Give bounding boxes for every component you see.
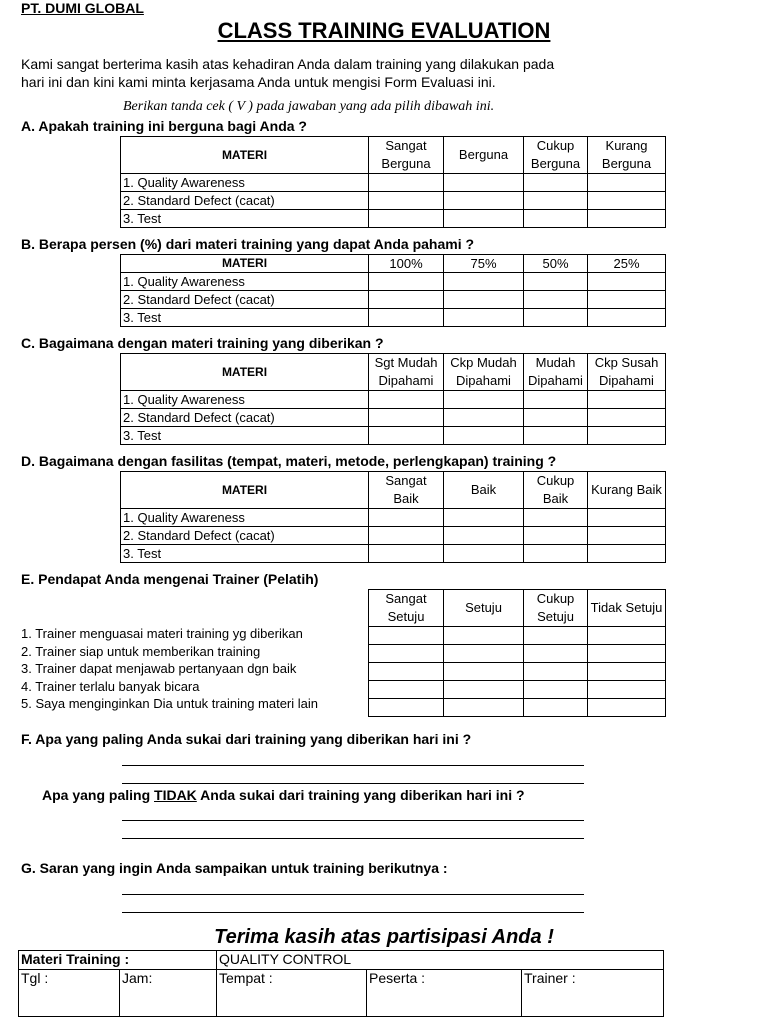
intro-line-2: hari ini dan kini kami minta kerjasama Anda untuk mengisi Form Evaluasi ini. — [21, 74, 496, 90]
materi-item: 3. Test — [121, 210, 369, 228]
trainer-field[interactable]: Trainer : — [522, 970, 664, 1017]
table-row — [369, 627, 666, 645]
check-cell[interactable] — [369, 663, 444, 681]
check-cell[interactable] — [444, 409, 524, 427]
check-cell[interactable] — [369, 309, 444, 327]
check-cell[interactable] — [524, 192, 588, 210]
check-cell[interactable] — [444, 309, 524, 327]
table-row — [121, 291, 666, 309]
answer-line[interactable] — [122, 783, 584, 784]
statement: 1. Trainer menguasai materi training yg diberikan — [21, 626, 303, 641]
check-cell[interactable] — [588, 645, 666, 663]
peserta-field[interactable]: Peserta : — [367, 970, 522, 1017]
materi-item: 1. Quality Awareness — [121, 391, 369, 409]
check-cell[interactable] — [444, 391, 524, 409]
check-cell[interactable] — [588, 409, 666, 427]
check-cell[interactable] — [369, 409, 444, 427]
table-d — [120, 471, 666, 563]
check-cell[interactable] — [444, 663, 524, 681]
check-cell[interactable] — [444, 527, 524, 545]
materi-header: MATERI — [121, 354, 369, 391]
statement: 2. Trainer siap untuk memberikan training — [21, 643, 261, 659]
table-row — [121, 192, 666, 210]
question-a: A. Apakah training ini berguna bagi Anda ? — [21, 118, 307, 134]
option-header: Kurang Berguna — [588, 137, 666, 174]
check-cell[interactable] — [588, 291, 666, 309]
check-cell[interactable] — [588, 273, 666, 291]
check-cell[interactable] — [444, 509, 524, 527]
check-cell[interactable] — [524, 627, 588, 645]
question-g: G. Saran yang ingin Anda sampaikan untuk training berikutnya : — [21, 860, 448, 876]
option-header: 75% — [444, 255, 524, 273]
table-row — [121, 409, 666, 427]
intro-line-1: Kami sangat berterima kasih atas kehadiran Anda dalam training yang dilakukan pada — [21, 56, 555, 72]
check-cell[interactable] — [369, 427, 444, 445]
page-title: CLASS TRAINING EVALUATION — [217, 18, 551, 43]
check-cell[interactable] — [524, 391, 588, 409]
check-cell[interactable] — [588, 545, 666, 563]
materi-item: 2. Standard Defect (cacat) — [121, 192, 369, 210]
materi-item: 2. Standard Defect (cacat) — [121, 409, 369, 427]
check-cell[interactable] — [369, 627, 444, 645]
check-cell[interactable] — [444, 273, 524, 291]
table-row — [369, 681, 666, 699]
materi-header: MATERI — [121, 472, 369, 509]
materi-item: 1. Quality Awareness — [121, 273, 369, 291]
option-header: Sgt Mudah Dipahami — [369, 354, 444, 391]
table-row — [121, 545, 666, 563]
statement: 4. Trainer terlalu banyak bicara — [21, 678, 200, 694]
check-cell[interactable] — [444, 645, 524, 663]
check-cell[interactable] — [444, 427, 524, 445]
option-header: Cukup Berguna — [524, 137, 588, 174]
check-cell[interactable] — [588, 527, 666, 545]
table-a — [120, 136, 666, 228]
table-row — [369, 699, 666, 717]
question-f2 — [42, 787, 525, 803]
materi-item: 1. Quality Awareness — [121, 174, 369, 192]
check-cell[interactable] — [588, 210, 666, 228]
check-cell[interactable] — [588, 391, 666, 409]
check-cell[interactable] — [524, 527, 588, 545]
check-cell[interactable] — [369, 699, 444, 717]
option-header: Mudah Dipahami — [524, 354, 588, 391]
option-header: Sangat Baik — [369, 472, 444, 509]
check-cell[interactable] — [524, 545, 588, 563]
materi-training-value[interactable]: QUALITY CONTROL — [217, 951, 664, 970]
instruction-text: Berikan tanda cek ( V ) pada jawaban yang ada pilih dibawah ini. — [123, 99, 495, 114]
table-row — [121, 309, 666, 327]
check-cell[interactable] — [524, 409, 588, 427]
check-cell[interactable] — [588, 427, 666, 445]
check-cell[interactable] — [588, 663, 666, 681]
check-cell[interactable] — [588, 509, 666, 527]
check-cell[interactable] — [444, 210, 524, 228]
check-cell[interactable] — [369, 527, 444, 545]
check-cell[interactable] — [444, 699, 524, 717]
check-cell[interactable] — [524, 291, 588, 309]
question-b: B. Berapa persen (%) dari materi training yang dapat Anda pahami ? — [21, 236, 475, 252]
option-header: Baik — [444, 472, 524, 509]
check-cell[interactable] — [369, 291, 444, 309]
table-row — [121, 391, 666, 409]
option-header: 100% — [369, 255, 444, 273]
materi-training-label: Materi Training : — [19, 951, 217, 970]
check-cell[interactable] — [524, 509, 588, 527]
check-cell[interactable] — [588, 699, 666, 717]
check-cell[interactable] — [524, 273, 588, 291]
check-cell[interactable] — [444, 174, 524, 192]
materi-item: 2. Standard Defect (cacat) — [121, 291, 369, 309]
answer-line[interactable] — [122, 820, 584, 821]
question-c: C. Bagaimana dengan materi training yang diberikan ? — [21, 335, 384, 351]
check-cell[interactable] — [524, 681, 588, 699]
check-cell[interactable] — [524, 174, 588, 192]
tgl-field[interactable]: Tgl : — [19, 970, 120, 1017]
table-row — [121, 273, 666, 291]
table-b — [120, 254, 666, 327]
trainer-statements — [21, 625, 318, 713]
check-cell[interactable] — [369, 273, 444, 291]
check-cell[interactable] — [369, 192, 444, 210]
option-header: Cukup Setuju — [524, 590, 588, 627]
table-e — [368, 589, 666, 717]
materi-item: 2. Standard Defect (cacat) — [121, 527, 369, 545]
table-row — [121, 509, 666, 527]
check-cell[interactable] — [524, 427, 588, 445]
check-cell[interactable] — [524, 309, 588, 327]
table-row — [369, 645, 666, 663]
option-header: Tidak Setuju — [588, 590, 666, 627]
check-cell[interactable] — [369, 681, 444, 699]
tempat-field[interactable]: Tempat : — [217, 970, 367, 1017]
materi-item: 3. Test — [121, 427, 369, 445]
table-row — [121, 210, 666, 228]
question-f2-start: Apa yang paling — [42, 787, 155, 803]
table-row — [121, 527, 666, 545]
answer-line[interactable] — [122, 912, 584, 913]
materi-header: MATERI — [121, 255, 369, 273]
check-cell[interactable] — [588, 681, 666, 699]
check-cell[interactable] — [369, 509, 444, 527]
check-cell[interactable] — [369, 174, 444, 192]
table-row — [121, 174, 666, 192]
question-e: E. Pendapat Anda mengenai Trainer (Pelatih) — [21, 571, 319, 587]
jam-field[interactable]: Jam: — [120, 970, 217, 1017]
check-cell[interactable] — [524, 699, 588, 717]
check-cell[interactable] — [444, 681, 524, 699]
answer-line[interactable] — [122, 765, 584, 766]
check-cell[interactable] — [369, 545, 444, 563]
materi-item: 3. Test — [121, 309, 369, 327]
check-cell[interactable] — [369, 210, 444, 228]
check-cell[interactable] — [369, 645, 444, 663]
option-header: Ckp Mudah Dipahami — [444, 354, 524, 391]
table-row — [121, 427, 666, 445]
question-f2-emphasis: TIDAK — [154, 787, 197, 803]
check-cell[interactable] — [444, 627, 524, 645]
check-cell[interactable] — [588, 192, 666, 210]
check-cell[interactable] — [588, 627, 666, 645]
materi-item: 1. Quality Awareness — [121, 509, 369, 527]
check-cell[interactable] — [588, 309, 666, 327]
check-cell[interactable] — [444, 192, 524, 210]
option-header: 50% — [524, 255, 588, 273]
company-name: PT. DUMI GLOBAL — [21, 0, 144, 16]
option-header: Sangat Berguna — [369, 137, 444, 174]
materi-item: 3. Test — [121, 545, 369, 563]
question-d: D. Bagaimana dengan fasilitas (tempat, materi, metode, perlengkapan) training ? — [21, 453, 557, 469]
check-cell[interactable] — [524, 663, 588, 681]
statement: 3. Trainer dapat menjawab pertanyaan dgn baik — [21, 661, 297, 676]
check-cell[interactable] — [524, 645, 588, 663]
option-header: 25% — [588, 255, 666, 273]
footer-info-table — [18, 950, 664, 1017]
materi-header: MATERI — [121, 137, 369, 174]
statement: 5. Saya menginginkan Dia untuk training materi lain — [21, 696, 319, 711]
closing-message: Terima kasih atas partisipasi Anda ! — [214, 926, 554, 948]
answer-line[interactable] — [122, 838, 584, 839]
answer-line[interactable] — [122, 894, 584, 895]
option-header: Berguna — [444, 137, 524, 174]
option-header: Setuju — [444, 590, 524, 627]
question-f2-end: Anda sukai dari training yang diberikan hari ini ? — [196, 787, 525, 803]
option-header: Kurang Baik — [588, 472, 666, 509]
question-f: F. Apa yang paling Anda sukai dari training yang diberikan hari ini ? — [21, 731, 472, 747]
check-cell[interactable] — [444, 291, 524, 309]
check-cell[interactable] — [588, 174, 666, 192]
check-cell[interactable] — [524, 210, 588, 228]
intro-text — [21, 55, 641, 91]
table-row — [369, 663, 666, 681]
option-header: Sangat Setuju — [369, 590, 444, 627]
check-cell[interactable] — [369, 391, 444, 409]
option-header: Ckp Susah Dipahami — [588, 354, 666, 391]
check-cell[interactable] — [444, 545, 524, 563]
option-header: Cukup Baik — [524, 472, 588, 509]
table-c — [120, 353, 666, 445]
